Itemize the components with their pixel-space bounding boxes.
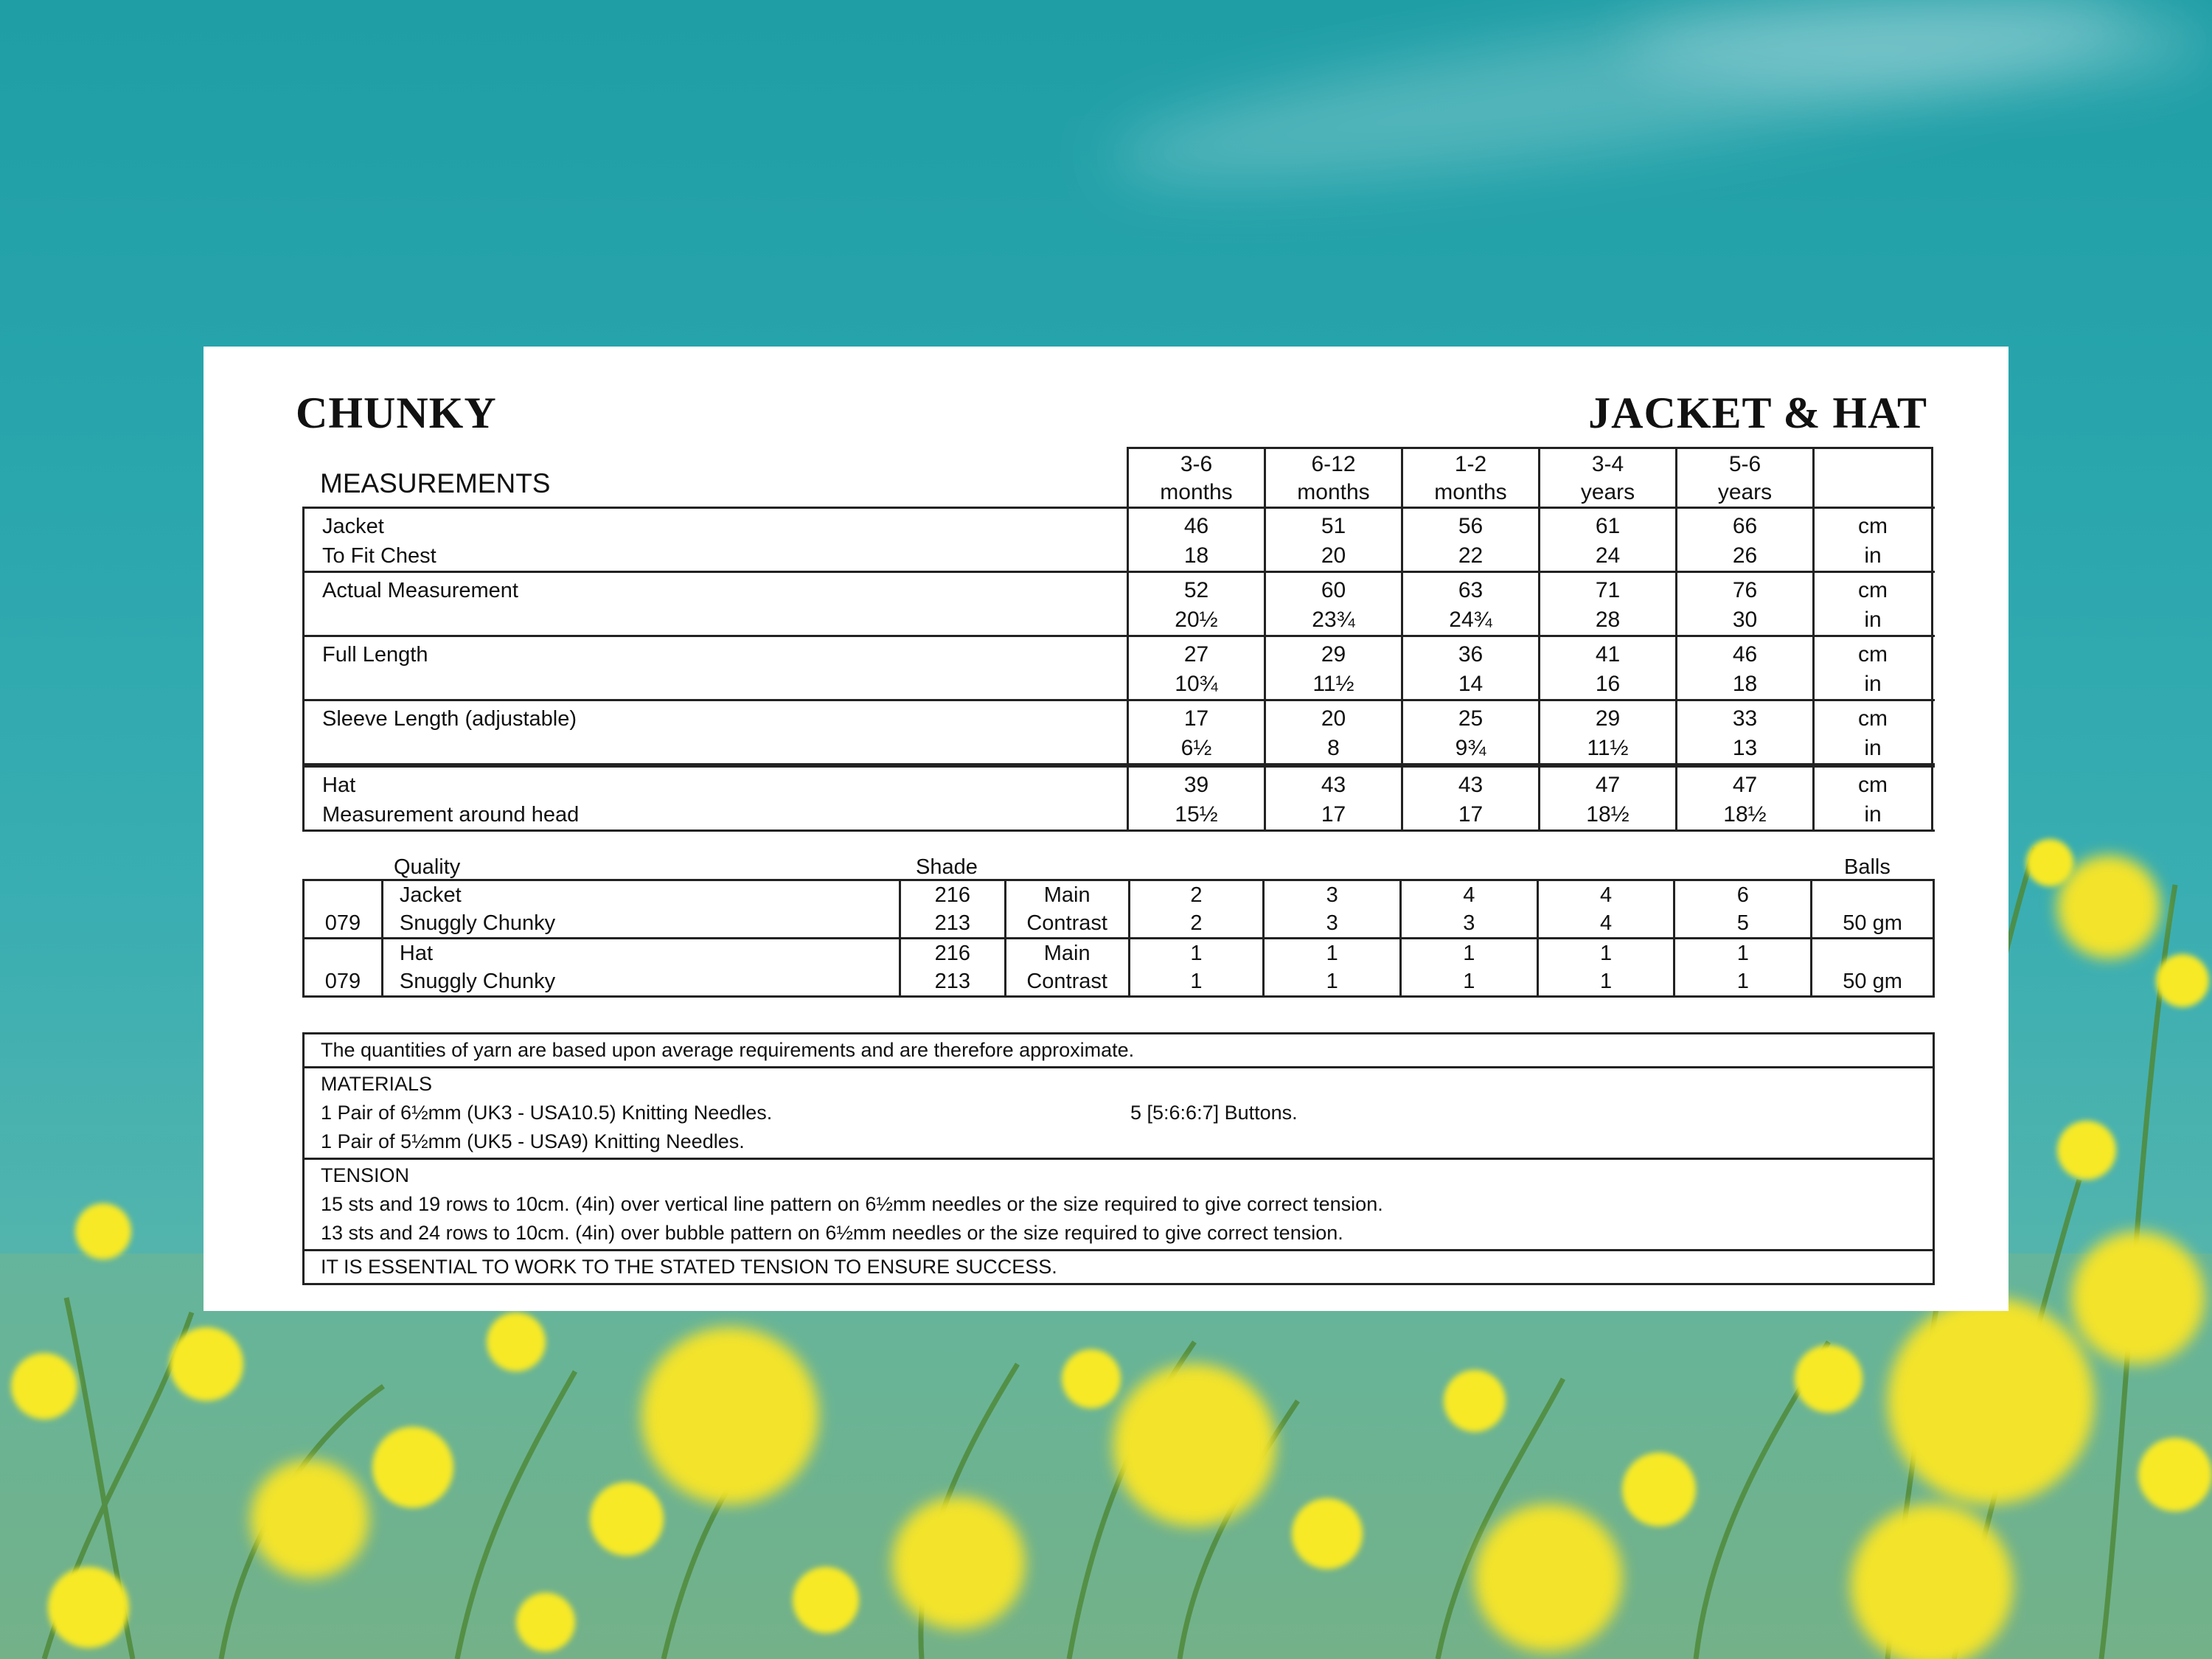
tension-heading: TENSION <box>321 1164 410 1186</box>
balls-label: Balls <box>1844 855 1891 879</box>
row-label: Hat <box>322 773 356 797</box>
row-label: Sleeve Length (adjustable) <box>322 707 577 731</box>
size-column-header: 5-6 years <box>1675 447 1812 507</box>
brand-title: CHUNKY <box>296 389 497 437</box>
row-label: Actual Measurement <box>322 579 518 602</box>
measurement-row-chest: Jacket To Fit Chest 46 18 51 20 56 22 61 24 66 26 cm in <box>302 509 1935 573</box>
size-column-header: 6-12 months <box>1264 447 1401 507</box>
row-sublabel: Measurement around head <box>322 803 580 827</box>
tension-section <box>305 1160 1933 1251</box>
quantities-note: The quantities of yarn are based upon average requirements and are therefore approximate. <box>305 1034 1933 1068</box>
size-column-header: 3-6 months <box>1127 447 1264 507</box>
size-column-header: 3-4 years <box>1538 447 1675 507</box>
measurements-header-row <box>302 447 1935 509</box>
materials-heading: MATERIALS <box>321 1073 433 1095</box>
measurement-row-full-length: Full Length 27 10¾ 29 11½ 36 14 41 16 46 18 cm in <box>302 637 1935 701</box>
yarn-table <box>302 879 1935 998</box>
shade-label: Shade <box>916 855 978 879</box>
yarn-row: Hat 216 Main 1 1 1 1 1 <box>304 939 1934 968</box>
size-column-header: 1-2 months <box>1401 447 1538 507</box>
row-label: Jacket <box>322 515 384 538</box>
pattern-card <box>204 347 2008 1311</box>
yarn-row: Jacket 216 Main 2 3 4 4 6 <box>304 880 1934 910</box>
yarn-row: 079 Snuggly Chunky 213 Contrast 2 3 3 4 5 50 gm <box>304 909 1934 939</box>
pattern-title: JACKET & HAT <box>1588 389 1927 437</box>
buttons-line: 5 [5:6:6:7] Buttons. <box>1130 1102 1298 1124</box>
needles-line-2: 1 Pair of 5½mm (UK5 - USA9) Knitting Needles. <box>321 1130 745 1152</box>
measurements-heading: MEASUREMENTS <box>320 468 551 498</box>
essential-note: IT IS ESSENTIAL TO WORK TO THE STATED TENSION TO ENSURE SUCCESS. <box>321 1256 1057 1278</box>
measurement-row-actual: Actual Measurement 52 20½ 60 23¾ 63 24¾ 71 28 76 30 cm in <box>302 573 1935 637</box>
tension-line-2: 13 sts and 24 rows to 10cm. (4in) over bubble pattern on 6½mm needles or the size required to give correct tension. <box>321 1222 1343 1244</box>
measurement-row-sleeve: Sleeve Length (adjustable) 17 6½ 20 8 25 9¾ 29 11½ 33 13 cm in <box>302 701 1935 768</box>
materials-section <box>305 1068 1933 1160</box>
yarn-row: 079 Snuggly Chunky 213 Contrast 1 1 1 1 1 50 gm <box>304 967 1934 997</box>
row-sublabel: To Fit Chest <box>322 544 437 568</box>
measurement-row-hat: Hat Measurement around head 39 15½ 43 17 43 17 47 18½ 47 18½ cm in <box>302 768 1935 832</box>
needles-line-1: 1 Pair of 6½mm (UK3 - USA10.5) Knitting Needles. <box>321 1102 773 1124</box>
quality-label: Quality <box>394 855 461 879</box>
unit-column-header <box>1812 447 1933 507</box>
tension-line-1: 15 sts and 19 rows to 10cm. (4in) over vertical line pattern on 6½mm needles or the size required to give correct tension. <box>321 1193 1383 1215</box>
notes-box <box>302 1032 1935 1285</box>
row-label: Full Length <box>322 643 428 667</box>
measurements-table <box>302 447 1935 832</box>
